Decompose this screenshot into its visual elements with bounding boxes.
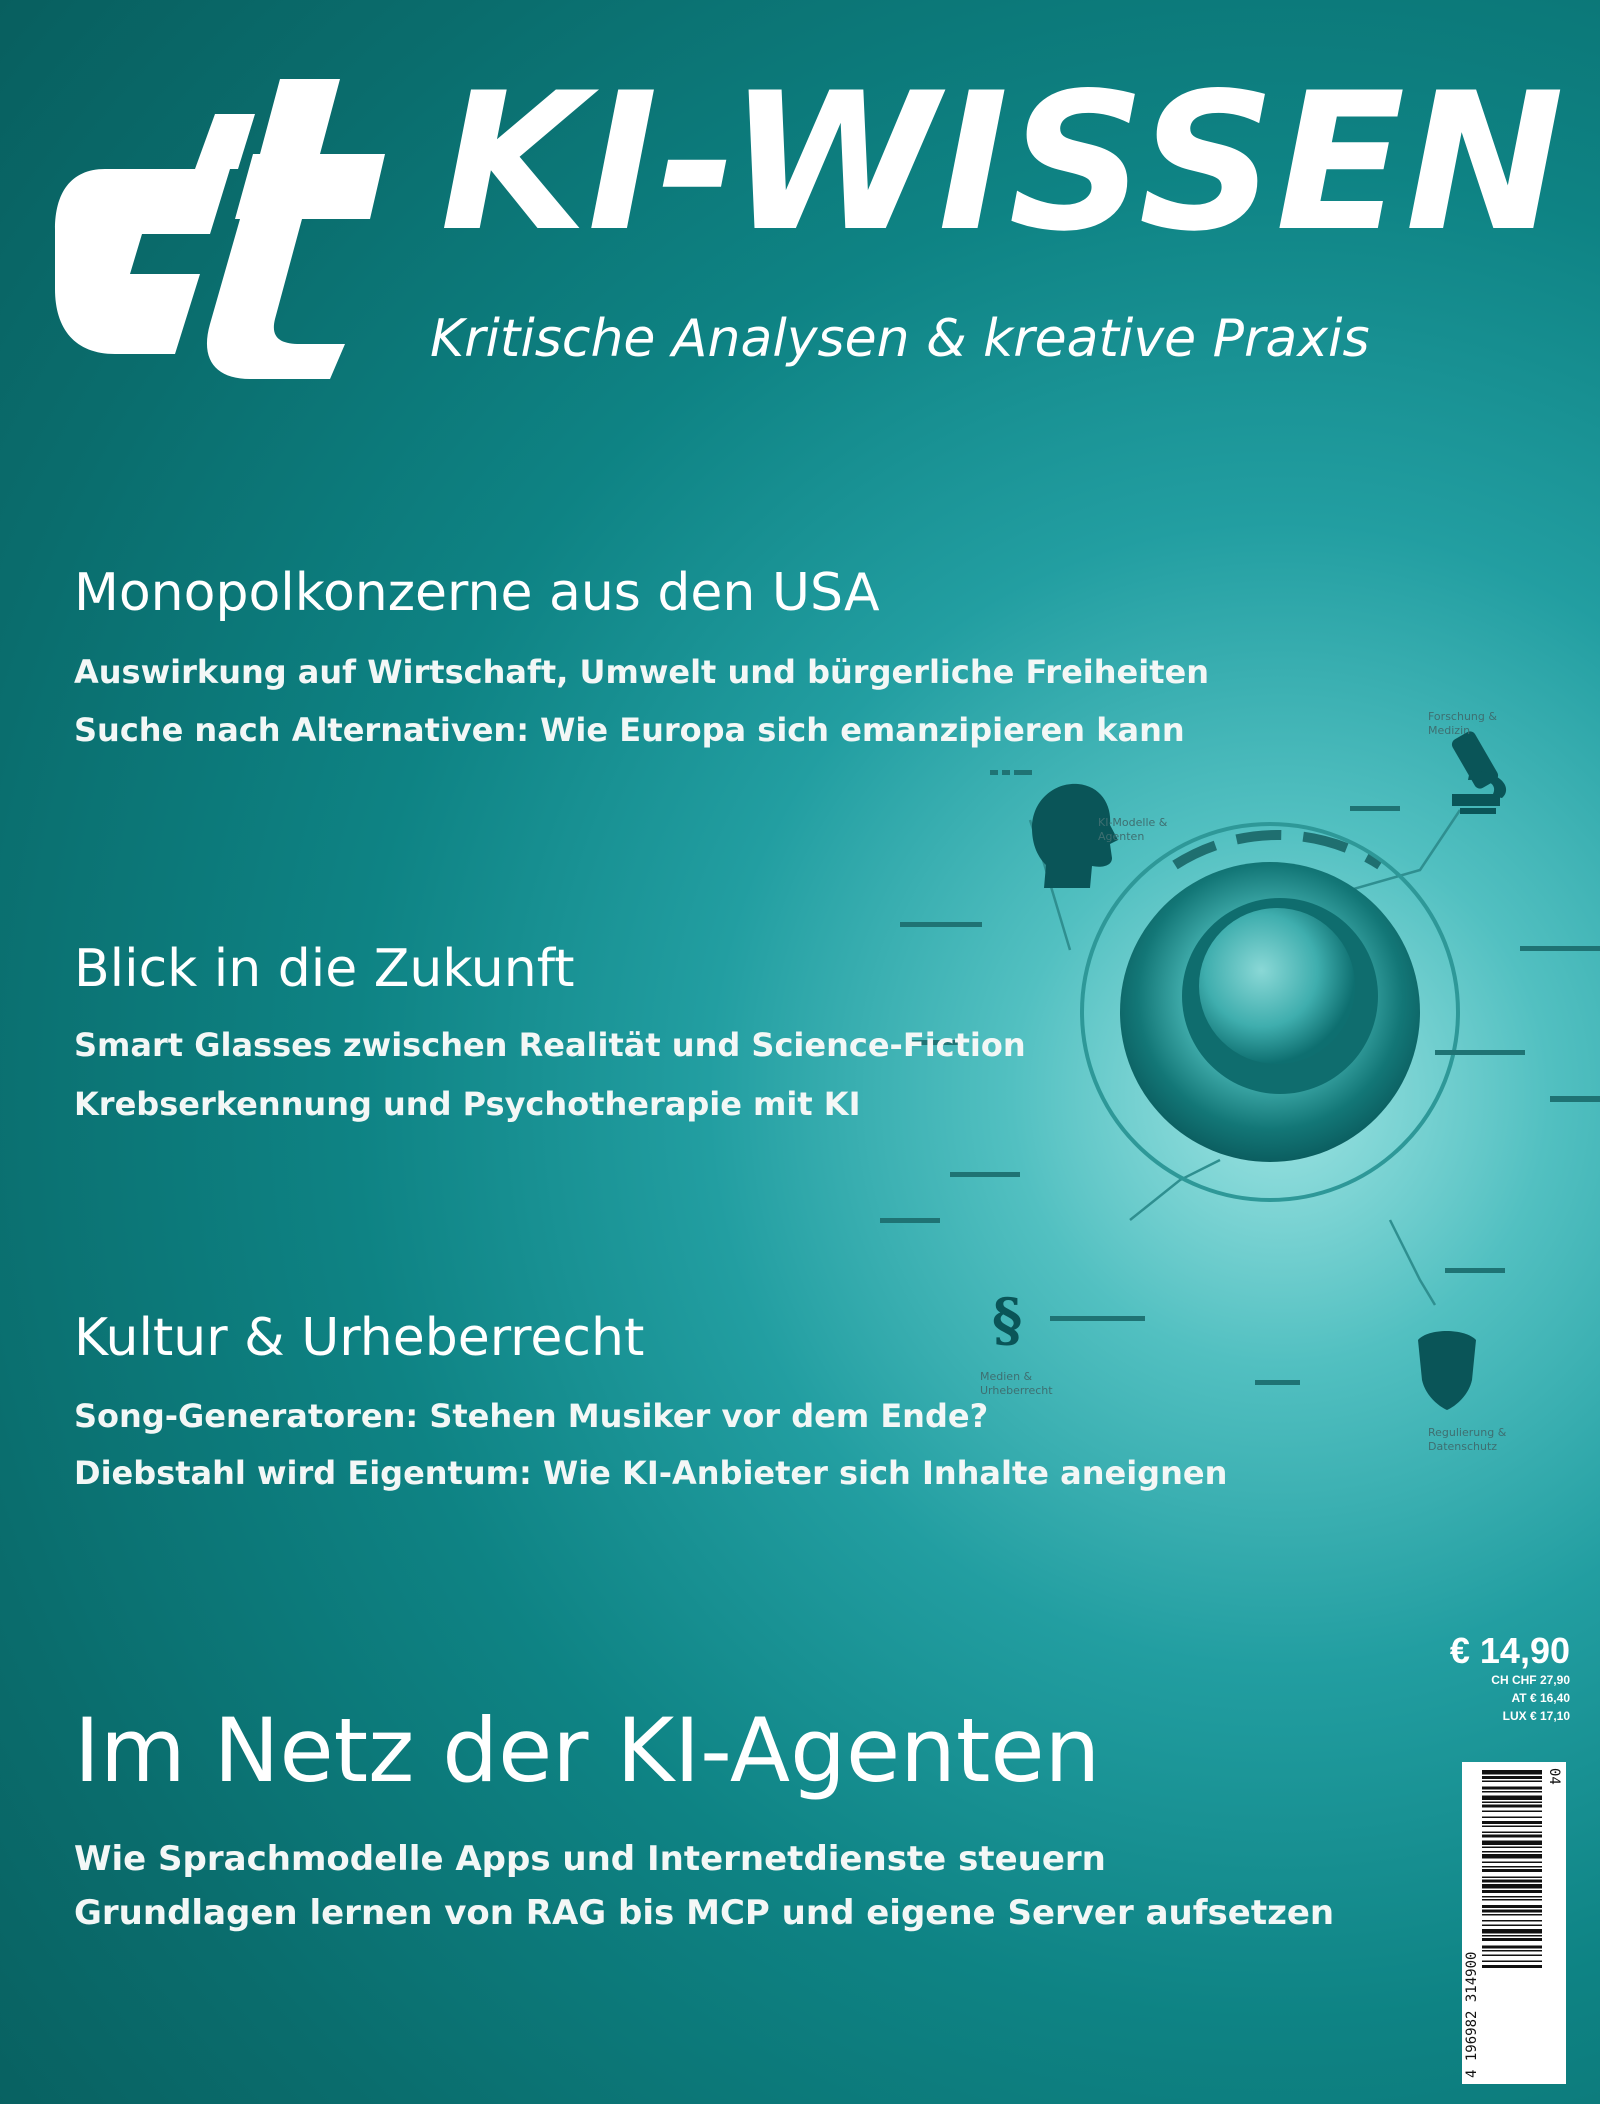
barcode-bar <box>1482 1817 1542 1819</box>
barcode-bar <box>1482 1805 1542 1808</box>
barcode-bar <box>1482 1910 1542 1913</box>
barcode-bar <box>1482 1925 1542 1927</box>
barcode-bar <box>1482 1802 1542 1804</box>
price-ch: CH CHF 27,90 <box>1491 1673 1570 1688</box>
barcode-bar <box>1482 1950 1542 1952</box>
price-main: € 14,90 <box>1449 1630 1570 1671</box>
label-agents: Agenten <box>1098 830 1145 843</box>
section-heading: Monopolkonzerne aus den USA <box>74 563 880 623</box>
magazine-subtitle: Kritische Analysen & kreative Praxis <box>430 309 1370 369</box>
barcode-bar <box>1482 1811 1542 1813</box>
cover-story-line: Grundlagen lernen von RAG bis MCP und eigene Server aufsetzen <box>74 1893 1335 1933</box>
section-line: Diebstahl wird Eigentum: Wie KI-Anbieter sich Inhalte aneignen <box>74 1454 1228 1492</box>
barcode-bar <box>1482 1929 1542 1934</box>
barcode-bar <box>1482 1791 1542 1793</box>
barcode-bar <box>1482 1961 1542 1963</box>
barcode-bar <box>1482 1826 1542 1828</box>
barcode-bar <box>1482 1869 1542 1872</box>
price-block <box>1448 1630 1570 1725</box>
barcode-bar <box>1482 1821 1542 1824</box>
section-line: Auswirkung auf Wirtschaft, Umwelt und bürgerliche Freiheiten <box>74 653 1209 691</box>
barcode-bar <box>1482 1935 1542 1937</box>
barcode-bar <box>1482 1877 1542 1879</box>
label-regulation: Regulierung & <box>1428 1426 1507 1439</box>
barcode-bar <box>1482 1955 1542 1957</box>
barcode-bar <box>1482 1841 1542 1846</box>
barcode-bar <box>1482 1905 1542 1908</box>
barcode-issue: 04 <box>1546 1768 1562 1785</box>
label-media: Medien & <box>980 1370 1033 1383</box>
ai-network-illustration <box>880 660 1600 1490</box>
barcode-bar <box>1482 1862 1542 1864</box>
price-at: AT € 16,40 <box>1511 1691 1570 1706</box>
section-heading: Blick in die Zukunft <box>74 939 575 999</box>
label-medicine: Medizin <box>1428 724 1471 737</box>
barcode-bar <box>1482 1851 1542 1853</box>
barcode-bar <box>1482 1899 1542 1901</box>
section-line: Song-Generatoren: Stehen Musiker vor dem Ende? <box>74 1397 989 1435</box>
barcode <box>1462 1762 1566 2084</box>
price-lux: LUX € 17,10 <box>1502 1709 1570 1724</box>
magazine-title: KI-WISSEN <box>440 52 1565 273</box>
barcode-bar <box>1482 1920 1542 1922</box>
barcode-bar <box>1482 1776 1542 1779</box>
sphere-inner <box>1199 908 1355 1064</box>
barcode-number: 4 196982 314900 <box>1464 1951 1480 2078</box>
section-line: Suche nach Alternativen: Wie Europa sich emanzipieren kann <box>74 711 1185 749</box>
microscope-icon <box>1450 729 1506 814</box>
barcode-bar <box>1482 1832 1542 1834</box>
barcode-bar <box>1482 1965 1542 1968</box>
cover-story-line: Wie Sprachmodelle Apps und Internetdienste steuern <box>74 1839 1106 1879</box>
section-line: Krebserkennung und Psychotherapie mit KI <box>74 1085 861 1123</box>
barcode-bar <box>1482 1896 1542 1898</box>
barcode-bar <box>1482 1890 1542 1893</box>
section-heading: Kultur & Urheberrecht <box>74 1308 645 1368</box>
barcode-bar <box>1482 1866 1542 1868</box>
label-privacy: Datenschutz <box>1428 1440 1498 1453</box>
paragraph-icon <box>992 1286 1022 1354</box>
barcode-bar <box>1482 1796 1542 1801</box>
cover-story-heading: Im Netz der KI-Agenten <box>74 1699 1101 1802</box>
ct-logo <box>50 74 395 384</box>
barcode-bar <box>1482 1787 1542 1790</box>
barcode-bar <box>1482 1847 1542 1849</box>
barcode-bar <box>1482 1938 1542 1941</box>
barcode-bar <box>1482 1946 1542 1949</box>
label-research: Forschung & <box>1428 710 1497 723</box>
barcode-bar <box>1482 1781 1542 1783</box>
label-copyright: Urheberrecht <box>980 1384 1053 1397</box>
barcode-bar <box>1482 1835 1542 1838</box>
barcode-bar <box>1482 1914 1542 1916</box>
barcode-bar <box>1482 1770 1542 1775</box>
shield-icon <box>1418 1331 1476 1410</box>
label-ai-models: KI-Modelle & <box>1098 816 1168 829</box>
section-line: Smart Glasses zwischen Realität und Science-Fiction <box>74 1026 1026 1064</box>
barcode-bar <box>1482 1854 1542 1859</box>
barcode-bar <box>1482 1884 1542 1889</box>
svg-text:§: § <box>992 1286 1023 1354</box>
barcode-bar <box>1482 1880 1542 1883</box>
